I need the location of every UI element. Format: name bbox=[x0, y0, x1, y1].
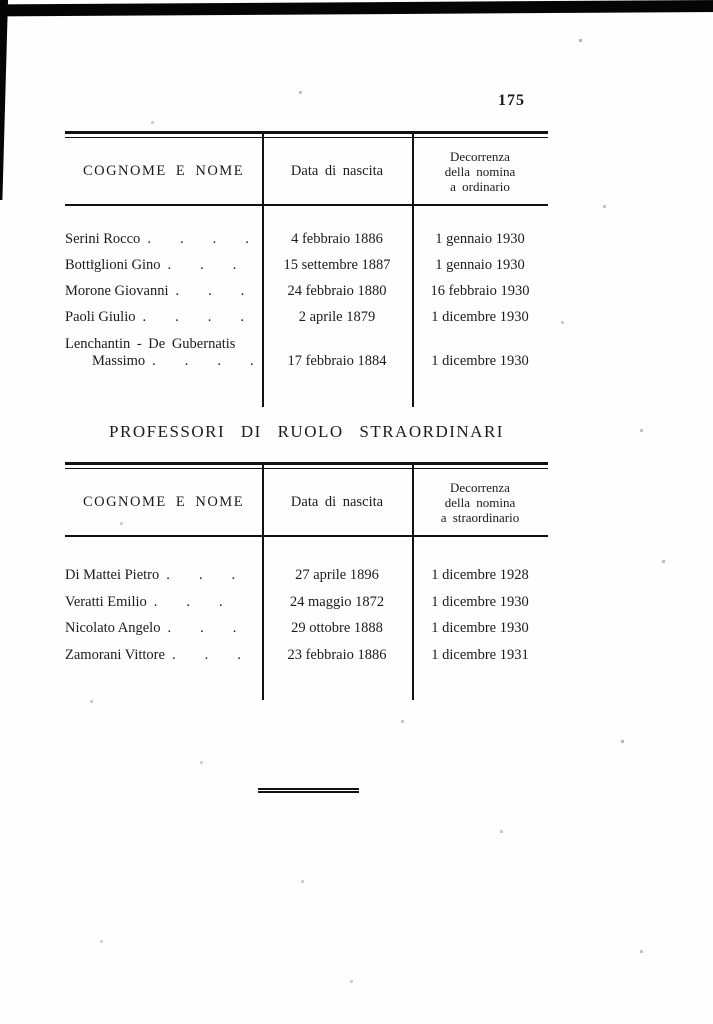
column-divider bbox=[262, 462, 264, 700]
decree-date: 1 dicembre 1931 bbox=[431, 646, 529, 663]
birth-date: 4 febbraio 1886 bbox=[291, 231, 383, 247]
dot-leader: . . . bbox=[167, 620, 237, 636]
table-row bbox=[65, 615, 548, 642]
table-row bbox=[65, 336, 548, 387]
professor-name: Morone Giovanni . . . bbox=[65, 283, 245, 299]
decree-date: 1 gennaio 1930 bbox=[435, 231, 525, 247]
birth-date: 24 febbraio 1880 bbox=[287, 283, 387, 299]
dot-leader: . . . . bbox=[142, 309, 244, 325]
header-data-di-nascita: Data di nascita bbox=[290, 162, 384, 179]
column-divider bbox=[412, 462, 414, 700]
birth-date: 24 maggio 1872 bbox=[289, 593, 385, 610]
dot-leader: . . . bbox=[167, 257, 237, 273]
birth-date: 27 aprile 1896 bbox=[295, 567, 379, 583]
end-of-section-rule bbox=[258, 788, 359, 793]
header-cognome-e-nome: COGNOME E NOME bbox=[82, 493, 245, 510]
decree-date: 1 dicembre 1930 bbox=[431, 309, 529, 325]
scan-top-edge bbox=[0, 0, 713, 16]
table-row bbox=[65, 589, 548, 616]
professor-name: Zamorani Vittore . . . bbox=[65, 646, 241, 663]
scan-left-edge bbox=[0, 0, 8, 200]
scan-noise-specks bbox=[0, 0, 1, 1]
professor-name: Nicolato Angelo . . . bbox=[65, 620, 237, 636]
professor-name: Serini Rocco . . . . bbox=[65, 231, 249, 247]
table-header-row bbox=[65, 469, 548, 537]
birth-date: 23 febbraio 1886 bbox=[287, 646, 387, 663]
dot-leader: . . . bbox=[153, 593, 223, 610]
dot-leader: . . . bbox=[175, 283, 245, 299]
table-row bbox=[65, 278, 548, 304]
dot-leader: . . . . bbox=[152, 353, 254, 369]
table-body bbox=[65, 206, 548, 387]
table-top-rule bbox=[65, 131, 548, 138]
decree-date: 1 dicembre 1930 bbox=[431, 353, 529, 369]
table-top-rule bbox=[65, 462, 548, 469]
header-decorrenza-line1: Decorrenza bbox=[450, 479, 510, 495]
decree-date: 1 dicembre 1930 bbox=[431, 620, 529, 636]
table-row bbox=[65, 304, 548, 330]
header-decorrenza bbox=[412, 149, 548, 194]
header-decorrenza-line3: a ordinario bbox=[450, 178, 510, 194]
decree-date: 1 dicembre 1928 bbox=[431, 567, 529, 583]
header-data-di-nascita: Data di nascita bbox=[290, 493, 384, 510]
decree-date: 1 gennaio 1930 bbox=[435, 257, 525, 273]
header-decorrenza-line3: a straordinario bbox=[440, 509, 520, 525]
professor-name: Bottiglioni Gino . . . bbox=[65, 257, 237, 273]
column-divider bbox=[262, 131, 264, 407]
dot-leader: . . . bbox=[171, 646, 241, 663]
header-decorrenza bbox=[412, 480, 548, 525]
birth-date: 17 febbraio 1884 bbox=[287, 353, 387, 369]
birth-date: 15 settembre 1887 bbox=[283, 257, 391, 273]
header-cognome-e-nome: COGNOME E NOME bbox=[82, 162, 245, 179]
dot-leader: . . . bbox=[166, 567, 236, 583]
header-decorrenza-line2: della nomina bbox=[444, 163, 516, 179]
birth-date: 29 ottobre 1888 bbox=[291, 620, 383, 636]
professor-name: Di Mattei Pietro . . . bbox=[65, 567, 236, 583]
table-row bbox=[65, 252, 548, 278]
table-row bbox=[65, 226, 548, 252]
page-number: 175 bbox=[498, 92, 525, 109]
header-decorrenza-line1: Decorrenza bbox=[450, 148, 510, 164]
header-decorrenza-line2: della nomina bbox=[444, 494, 516, 510]
table-header-row bbox=[65, 138, 548, 206]
birth-date: 2 aprile 1879 bbox=[298, 309, 376, 325]
table-row bbox=[65, 562, 548, 589]
professor-name: Veratti Emilio . . . bbox=[65, 593, 223, 610]
table-ordinari bbox=[65, 131, 548, 387]
decree-date: 16 febbraio 1930 bbox=[430, 283, 530, 299]
table-body bbox=[65, 537, 548, 668]
table-straordinari bbox=[65, 462, 548, 668]
dot-leader: . . . . bbox=[147, 231, 249, 247]
column-divider bbox=[412, 131, 414, 407]
table-row bbox=[65, 642, 548, 669]
decree-date: 1 dicembre 1930 bbox=[431, 593, 529, 610]
professor-name: Paoli Giulio . . . . bbox=[65, 309, 244, 325]
section-title: PROFESSORI DI RUOLO STRAORDINARI bbox=[109, 422, 504, 441]
professor-name: Lenchantin - De Gubernatis Massimo . . . . bbox=[65, 336, 254, 369]
